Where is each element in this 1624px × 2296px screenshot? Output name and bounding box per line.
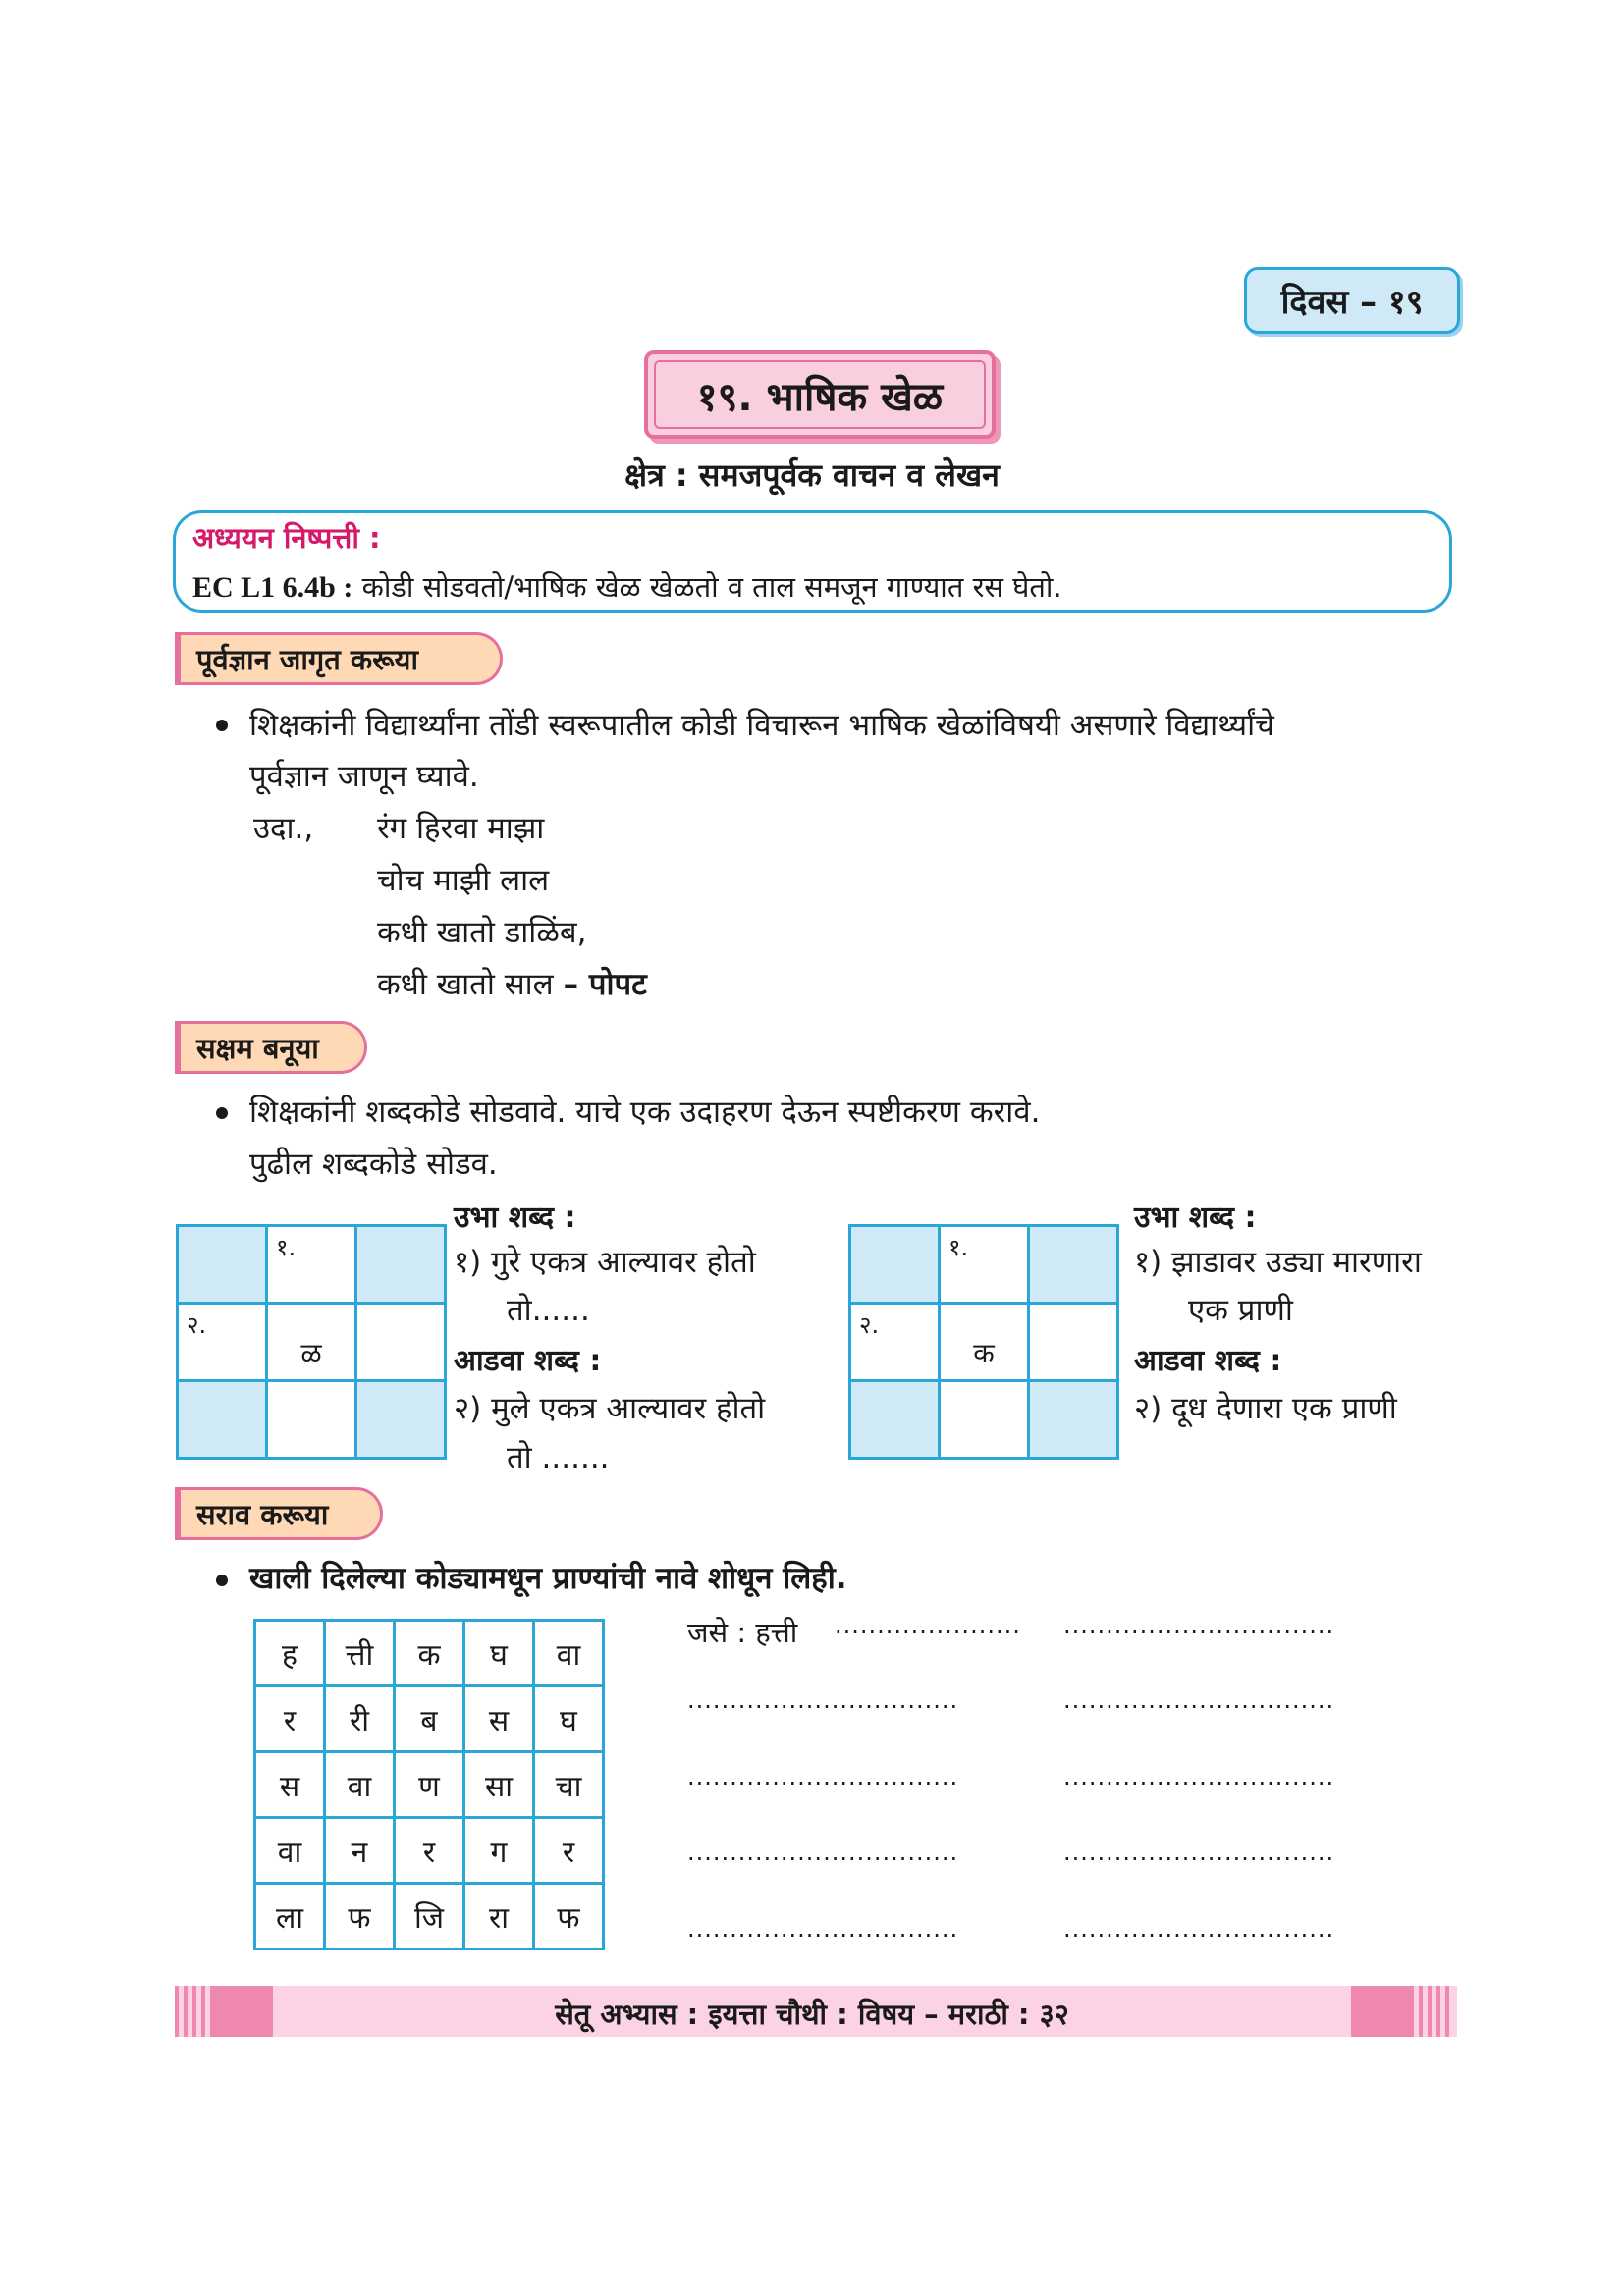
word-search-cell[interactable]: क [395,1621,464,1686]
crossword-cell[interactable] [356,1304,446,1381]
crossword-grid-1 [176,1224,447,1460]
crossword-cell [1029,1381,1118,1459]
vertical-clue-1: १) गुरे एकत्र आल्यावर होतो [454,1245,756,1280]
word-search-cell[interactable]: चा [534,1752,604,1818]
riddle-line-3: कधी खातो डाळिंब, [377,915,587,950]
vertical-words-heading: उभा शब्द : [1134,1201,1257,1235]
word-search-cell[interactable]: घ [464,1621,534,1686]
answer-line[interactable]: ................................ [687,1686,959,1714]
word-search-cell[interactable]: घ [534,1686,604,1752]
word-search-cell[interactable]: ग [464,1818,534,1884]
horizontal-words-heading: आडवा शब्द : [454,1344,602,1378]
given-letter: ळ [300,1337,322,1369]
word-search-cell[interactable]: जि [395,1884,464,1949]
crossword-cell [356,1226,446,1304]
riddle-answer: – पोपट [563,967,647,1002]
horizontal-clue-2: २) दूध देणारा एक प्राणी [1134,1391,1397,1426]
answer-line[interactable]: ................................ [687,1763,959,1790]
word-search-cell[interactable]: र [534,1818,604,1884]
section1-bullet-line1: शिक्षकांनी विद्यार्थ्यांना तोंडी स्वरूपातील कोडी विचारून भाषिक खेळांविषयी असणारे विद्यार्थ्यांचे [249,708,1274,743]
word-search-cell[interactable]: वा [255,1818,325,1884]
word-search-cell[interactable]: ब [395,1686,464,1752]
learning-outcome-text [192,567,1062,606]
riddle-line-4 [377,959,647,1010]
answer-line[interactable]: ................................ [1063,1612,1335,1639]
crossword-cell[interactable] [267,1381,356,1459]
lesson-title-text: १९. भाषिक खेळ [696,374,944,420]
word-search-cell[interactable]: रा [464,1884,534,1949]
clue-number: १. [276,1234,297,1261]
answer-line[interactable]: ................................ [1063,1839,1335,1866]
crossword-cell[interactable] [178,1304,267,1381]
domain-line: क्षेत्र : समजपूर्वक वाचन व लेखन [624,456,1000,494]
clue-number: १. [948,1234,969,1261]
word-search-cell[interactable]: स [464,1686,534,1752]
outcome-description: कोडी सोडवतो/भाषिक खेळ खेळतो व ताल समजून गाण्यात रस घेतो. [352,570,1062,604]
clue-number: २. [187,1311,207,1339]
horizontal-clue-2-cont: तो ....... [507,1440,610,1475]
word-search-cell[interactable]: सा [464,1752,534,1818]
given-letter: क [973,1337,995,1369]
answer-line[interactable]: ................................ [687,1915,959,1943]
outcome-code: EC L1 6.4b : [192,571,353,604]
day-badge: दिवस – १९ [1244,267,1460,334]
word-search-cell[interactable]: र [395,1818,464,1884]
vertical-words-heading: उभा शब्द : [454,1201,576,1235]
answer-line[interactable]: ................................ [687,1839,959,1866]
section-tab-capable: सक्षम बनूया [175,1021,367,1074]
crossword-grid-2 [848,1224,1119,1460]
crossword-cell [178,1381,267,1459]
horizontal-clue-2: २) मुले एकत्र आल्यावर होतो [454,1391,766,1426]
riddle-line-4-text: कधी खातो साल [377,967,564,1002]
example-label: उदा., [253,811,314,846]
section2-instruction: पुढील शब्दकोडे सोडव. [249,1147,498,1182]
bullet-icon [216,1107,228,1119]
section-tab-practice: सराव करूया [175,1487,383,1540]
section2-bullet-line: शिक्षकांनी शब्दकोडे सोडवावे. याचे एक उदाहरण देऊन स्पष्टीकरण करावे. [249,1095,1041,1130]
footer-text: सेतू अभ्यास : इयत्ता चौथी : विषय – मराठी : ३२ [555,1998,1069,2031]
word-search-cell[interactable]: ला [255,1884,325,1949]
riddle-line-1: रंग हिरवा माझा [377,811,545,846]
clue-number: २. [859,1311,880,1339]
answer-line[interactable]: ................................ [1063,1763,1335,1790]
section-tab-prior-knowledge: पूर्वज्ञान जागृत करूया [175,632,503,685]
word-search-cell[interactable]: स [255,1752,325,1818]
learning-outcome-heading: अध्ययन निष्पत्ती : [192,521,381,555]
horizontal-words-heading: आडवा शब्द : [1134,1344,1282,1378]
crossword-cell [850,1381,940,1459]
section1-bullet-line2: पूर्वज्ञान जाणून घ्यावे. [249,759,479,794]
vertical-clue-1: १) झाडावर उड्या मारणारा [1134,1245,1422,1280]
crossword-cell[interactable] [850,1304,940,1381]
crossword-cell [178,1226,267,1304]
section3-instruction: खाली दिलेल्या कोड्यामधून प्राण्यांची नावे शोधून लिही. [249,1561,847,1596]
vertical-clue-1-cont: तो...... [507,1293,590,1328]
vertical-clue-1-cont: एक प्राणी [1188,1293,1293,1328]
word-search-cell[interactable]: न [325,1818,395,1884]
lesson-title [644,350,996,439]
word-search-cell[interactable]: ण [395,1752,464,1818]
word-search-grid [253,1619,605,1950]
crossword-cell [356,1381,446,1459]
answer-line[interactable]: ................................ [1063,1686,1335,1714]
crossword-cell [267,1304,356,1381]
crossword-cell[interactable] [1029,1304,1118,1381]
crossword-cell [1029,1226,1118,1304]
bullet-icon [216,720,228,731]
word-search-cell[interactable]: फ [534,1884,604,1949]
crossword-cell[interactable] [940,1381,1029,1459]
crossword-cell[interactable] [267,1226,356,1304]
crossword-cell [940,1304,1029,1381]
example-answer: जसे : हत्ती [687,1616,798,1649]
word-search-cell[interactable]: री [325,1686,395,1752]
answer-line[interactable]: ...................... [835,1612,1021,1639]
crossword-cell[interactable] [940,1226,1029,1304]
crossword-cell [850,1226,940,1304]
word-search-cell[interactable]: ह [255,1621,325,1686]
word-search-cell[interactable]: फ [325,1884,395,1949]
word-search-cell[interactable]: वा [325,1752,395,1818]
word-search-cell[interactable]: त्ती [325,1621,395,1686]
word-search-cell[interactable]: र [255,1686,325,1752]
answer-line[interactable]: ................................ [1063,1915,1335,1943]
word-search-cell[interactable]: वा [534,1621,604,1686]
riddle-line-2: चोच माझी लाल [377,863,550,898]
bullet-icon [216,1575,228,1586]
